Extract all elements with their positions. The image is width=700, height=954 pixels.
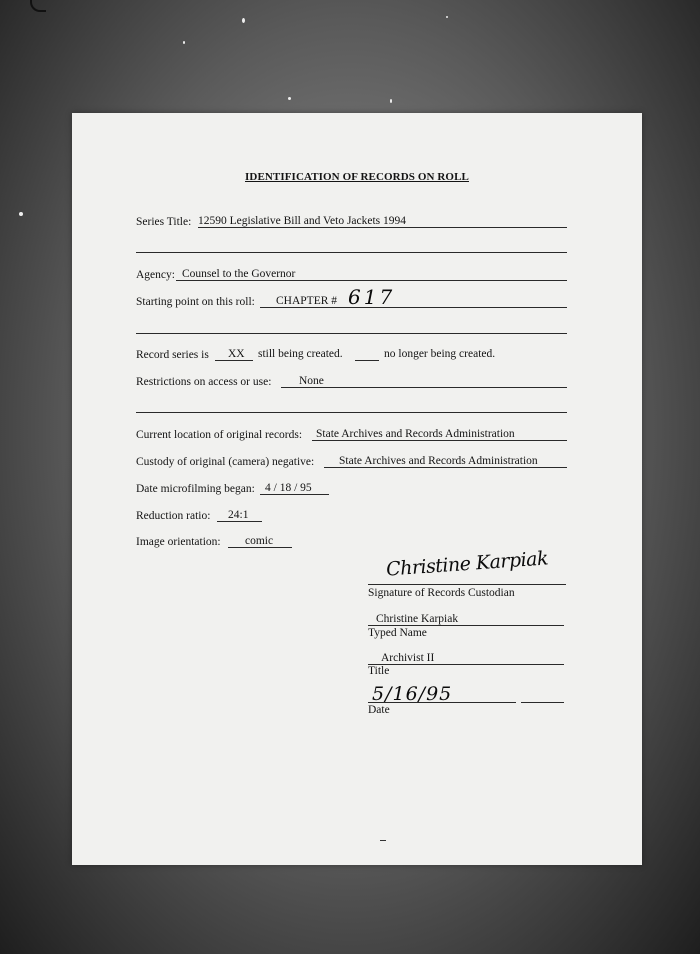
still-being-created-label: still being created. — [258, 348, 343, 360]
agency-value: Counsel to the Governor — [182, 268, 296, 280]
agency-label: Agency: — [136, 269, 175, 281]
typed-name-value: Christine Karpiak — [376, 613, 459, 625]
series-title-label: Series Title: — [136, 216, 192, 228]
current-location-label: Current location of original records: — [136, 429, 303, 441]
custody-line — [324, 467, 567, 468]
date-began-value: 4 / 18 / 95 — [265, 482, 312, 494]
record-series-mark: XX — [228, 348, 245, 360]
image-orientation-label: Image orientation: — [136, 536, 221, 548]
reduction-ratio-label: Reduction ratio: — [136, 510, 211, 522]
date-began-line — [260, 494, 329, 495]
film-speck — [390, 99, 392, 103]
series-title-value: 12590 Legislative Bill and Veto Jackets 1994 — [198, 215, 407, 227]
starting-point-line — [260, 307, 567, 308]
reduction-ratio-line — [217, 521, 262, 522]
page-mark — [380, 840, 386, 841]
restrictions-value: None — [299, 375, 324, 387]
reduction-ratio-value: 24:1 — [228, 509, 249, 521]
signature-line — [368, 584, 566, 585]
no-longer-mark-line — [355, 360, 379, 361]
chapter-number-handwritten: 617 — [348, 285, 396, 309]
starting-point-value: CHAPTER # — [276, 295, 338, 307]
record-series-prefix: Record series is — [136, 349, 209, 361]
restrictions-label: Restrictions on access or use: — [136, 376, 272, 388]
film-speck — [446, 16, 448, 18]
document-page — [72, 113, 642, 865]
signature-label: Signature of Records Custodian — [368, 587, 515, 599]
typed-name-line — [368, 625, 564, 626]
starting-point-label: Starting point on this roll: — [136, 296, 255, 308]
title-line — [368, 664, 564, 665]
typed-name-label: Typed Name — [368, 627, 427, 639]
image-orientation-value: comic — [245, 535, 274, 547]
no-longer-being-created-label: no longer being created. — [384, 348, 496, 360]
date-label: Date — [368, 704, 390, 716]
starting-point-continuation-line — [136, 333, 567, 334]
document-title: IDENTIFICATION OF RECORDS ON ROLL — [245, 171, 469, 183]
record-series-mark-line — [215, 360, 253, 361]
date-line-tail — [521, 702, 564, 703]
date-began-label: Date microfilming began: — [136, 483, 255, 495]
film-speck — [242, 18, 245, 23]
current-location-line — [312, 440, 567, 441]
series-title-continuation-line — [136, 252, 567, 253]
date-line — [368, 702, 516, 703]
title-label: Title — [368, 665, 390, 677]
agency-line — [176, 280, 567, 281]
signature-date-handwritten: 5/16/95 — [372, 683, 453, 705]
series-title-line — [198, 227, 567, 228]
film-speck — [288, 97, 291, 100]
film-speck — [183, 41, 185, 44]
film-speck — [19, 212, 23, 216]
current-location-value: State Archives and Records Administration — [316, 428, 515, 440]
film-corner-mark — [30, 0, 46, 12]
restrictions-continuation-line — [136, 412, 567, 413]
custody-label: Custody of original (camera) negative: — [136, 456, 315, 468]
custody-value: State Archives and Records Administration — [339, 455, 538, 467]
image-orientation-line — [228, 547, 292, 548]
title-value: Archivist II — [381, 652, 435, 664]
custodian-signature: Christine Karpiak — [385, 547, 549, 581]
restrictions-line — [281, 387, 567, 388]
